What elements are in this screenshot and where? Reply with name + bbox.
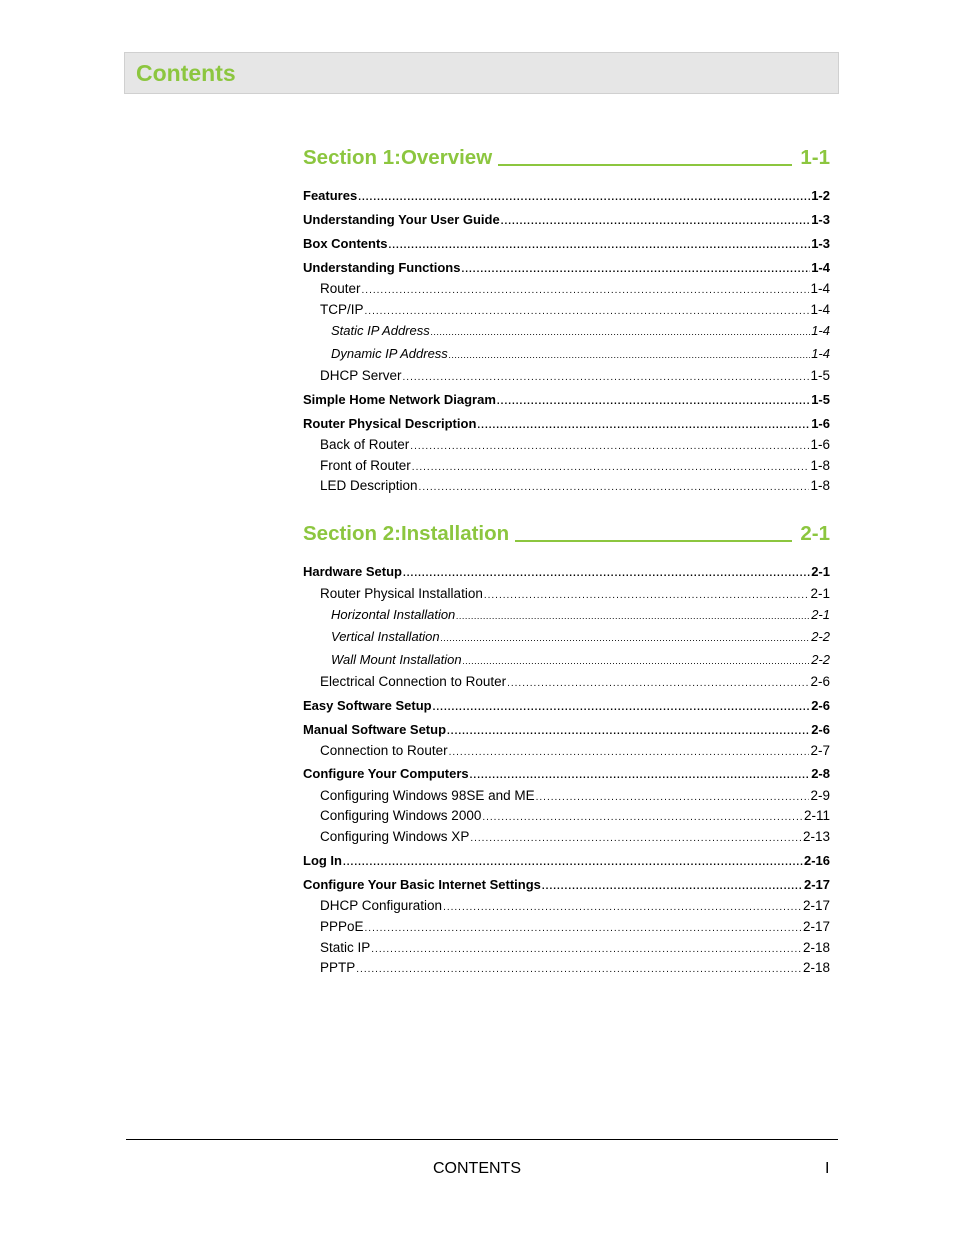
dot-leader (365, 303, 810, 321)
toc-entry-page-number: 2-6 (810, 674, 830, 689)
toc-entry[interactable] (320, 436, 830, 454)
section-heading[interactable] (303, 140, 830, 170)
toc-entry-page-number: 2-13 (802, 829, 830, 844)
toc-entry-title: LED Description (320, 478, 418, 493)
dot-leader (365, 920, 802, 938)
dot-leader (362, 282, 810, 300)
toc-entry[interactable] (303, 187, 830, 205)
toc-entry-title: Wall Mount Installation (331, 652, 462, 667)
toc-entry-page-number: 2-1 (811, 564, 830, 579)
toc-entry[interactable] (331, 628, 830, 646)
toc-entry[interactable] (320, 301, 830, 319)
toc-entry[interactable] (303, 391, 830, 409)
dot-leader (470, 767, 811, 785)
dot-leader (449, 346, 810, 364)
toc-entry[interactable] (303, 415, 830, 433)
toc-entry[interactable] (331, 606, 830, 624)
dot-leader (431, 323, 810, 341)
toc-entry[interactable] (303, 852, 830, 870)
toc-entry-page-number: 1-6 (811, 416, 830, 431)
toc-entry-title: Horizontal Installation (331, 607, 456, 622)
toc-entry-title: Router Physical Installation (320, 586, 483, 601)
dot-leader (482, 809, 803, 827)
footer-divider (126, 1139, 838, 1140)
toc-entry-page-number: 2-16 (803, 853, 830, 868)
dot-leader (343, 854, 803, 872)
toc-entry-title: Configure Your Basic Internet Settings (303, 877, 541, 892)
dot-leader (461, 261, 810, 279)
dot-leader (358, 189, 810, 207)
toc-entry-title: Understanding Your User Guide (303, 212, 500, 227)
toc-entry[interactable] (320, 918, 830, 936)
toc-entry[interactable] (320, 280, 830, 298)
toc-entry-page-number: 2-1 (811, 607, 830, 622)
section-page-number: 2-1 (800, 522, 830, 545)
toc-entry[interactable] (320, 897, 830, 915)
toc-entry-page-number: 2-2 (811, 629, 830, 644)
toc-entry[interactable] (303, 765, 830, 783)
dot-leader (507, 675, 809, 693)
toc-entry-page-number: 1-5 (810, 368, 830, 383)
footer-page-number: I (825, 1160, 830, 1177)
dot-leader (443, 899, 802, 917)
toc-entry[interactable] (303, 563, 830, 581)
toc-entry-page-number: 2-11 (803, 808, 830, 823)
toc-entry[interactable] (320, 828, 830, 846)
toc-entry[interactable] (320, 477, 830, 495)
toc-entry-page-number: 2-17 (803, 877, 830, 892)
toc-entry-page-number: 1-8 (810, 478, 830, 493)
toc-entry[interactable] (320, 807, 830, 825)
toc-entry-title: Features (303, 188, 358, 203)
toc-entry-page-number: 2-18 (802, 940, 830, 955)
toc-entry-page-number: 1-3 (811, 236, 830, 251)
toc-entry-title: Back of Router (320, 437, 410, 452)
toc-entry-page-number: 1-4 (811, 260, 830, 275)
toc-entry-page-number: 1-8 (810, 458, 830, 473)
section-title: Section 1:Overview (303, 146, 493, 169)
dot-leader (412, 459, 810, 477)
toc-entry-title: Router (320, 281, 361, 296)
dot-leader (403, 565, 810, 583)
section-heading[interactable] (303, 516, 830, 546)
footer-label: CONTENTS (433, 1160, 521, 1177)
toc-entry[interactable] (320, 787, 830, 805)
toc-entry-page-number: 2-6 (811, 722, 830, 737)
toc-entry-page-number: 1-4 (810, 302, 830, 317)
toc-entry-page-number: 2-2 (811, 652, 830, 667)
toc-entry-page-number: 1-2 (811, 188, 830, 203)
toc-entry-page-number: 2-8 (811, 766, 830, 781)
dot-leader (497, 393, 810, 411)
toc-entry-title: Configuring Windows XP (320, 829, 470, 844)
toc-entry-page-number: 1-4 (811, 346, 830, 361)
dot-leader (410, 438, 809, 456)
dot-leader (470, 830, 802, 848)
toc-entry-page-number: 2-17 (802, 898, 830, 913)
toc-entry-page-number: 1-3 (811, 212, 830, 227)
toc-entry-title: Router Physical Description (303, 416, 477, 431)
dot-leader (389, 237, 811, 255)
dot-leader (501, 213, 810, 231)
dot-leader (449, 744, 810, 762)
toc-entry[interactable] (320, 585, 830, 603)
dot-leader (456, 607, 810, 625)
toc-entry-title: Static IP Address (331, 323, 430, 338)
toc-entry[interactable] (303, 721, 830, 739)
toc-entry[interactable] (320, 742, 830, 760)
toc-entry-title: Configure Your Computers (303, 766, 469, 781)
toc-entry-title: PPTP (320, 960, 356, 975)
toc-entry[interactable] (320, 939, 830, 957)
toc-entry-page-number: 2-1 (810, 586, 830, 601)
toc-entry-page-number: 1-4 (810, 281, 830, 296)
toc-entry[interactable] (331, 345, 830, 363)
toc-entry-page-number: 2-6 (811, 698, 830, 713)
toc-entry[interactable] (303, 211, 830, 229)
dot-leader (403, 369, 810, 387)
section-underline (498, 164, 792, 166)
toc-entry-title: Box Contents (303, 236, 388, 251)
toc-entry-title: Front of Router (320, 458, 411, 473)
toc-entry[interactable] (303, 259, 830, 277)
toc-entry-title: PPPoE (320, 919, 364, 934)
dot-leader (484, 587, 810, 605)
dot-leader (433, 699, 811, 717)
dot-leader (463, 652, 811, 670)
toc-entry-title: Easy Software Setup (303, 698, 432, 713)
toc-entry[interactable] (303, 235, 830, 253)
toc-entry-title: DHCP Server (320, 368, 402, 383)
section-title: Section 2:Installation (303, 522, 510, 545)
dot-leader (371, 941, 802, 959)
toc-entry[interactable] (320, 367, 830, 385)
toc-entry[interactable] (303, 876, 830, 894)
toc-entry-title: Understanding Functions (303, 260, 461, 275)
dot-leader (536, 789, 810, 807)
toc-entry-page-number: 2-9 (810, 788, 830, 803)
toc-entry-title: Dynamic IP Address (331, 346, 448, 361)
dot-leader (477, 417, 810, 435)
section-underline (515, 540, 792, 542)
dot-leader (542, 878, 803, 896)
table-of-contents (303, 0, 830, 1000)
toc-entry-title: Simple Home Network Diagram (303, 392, 496, 407)
toc-entry-title: Manual Software Setup (303, 722, 447, 737)
toc-entry[interactable] (331, 322, 830, 340)
toc-entry[interactable] (320, 457, 830, 475)
dot-leader (441, 629, 811, 647)
toc-entry-title: Vertical Installation (331, 629, 440, 644)
toc-entry-page-number: 2-18 (802, 960, 830, 975)
toc-entry-page-number: 1-6 (810, 437, 830, 452)
toc-entry-title: Static IP (320, 940, 371, 955)
toc-entry[interactable] (303, 697, 830, 715)
toc-entry-title: TCP/IP (320, 302, 364, 317)
toc-entry-page-number: 1-5 (811, 392, 830, 407)
dot-leader (419, 479, 810, 497)
toc-entry[interactable] (320, 673, 830, 691)
toc-entry-title: Electrical Connection to Router (320, 674, 507, 689)
toc-entry-page-number: 1-4 (811, 323, 830, 338)
section-page-number: 1-1 (800, 146, 830, 169)
toc-entry-title: Configuring Windows 2000 (320, 808, 482, 823)
toc-entry[interactable] (331, 651, 830, 669)
toc-entry-title: Log In (303, 853, 342, 868)
toc-entry-title: DHCP Configuration (320, 898, 443, 913)
toc-entry-page-number: 2-17 (802, 919, 830, 934)
toc-entry-page-number: 2-7 (810, 743, 830, 758)
toc-entry[interactable] (320, 959, 830, 977)
dot-leader (447, 723, 810, 741)
toc-entry-title: Configuring Windows 98SE and ME (320, 788, 535, 803)
dot-leader (356, 961, 802, 979)
page-title: Contents (136, 60, 236, 86)
toc-entry-title: Connection to Router (320, 743, 448, 758)
toc-entry-title: Hardware Setup (303, 564, 402, 579)
